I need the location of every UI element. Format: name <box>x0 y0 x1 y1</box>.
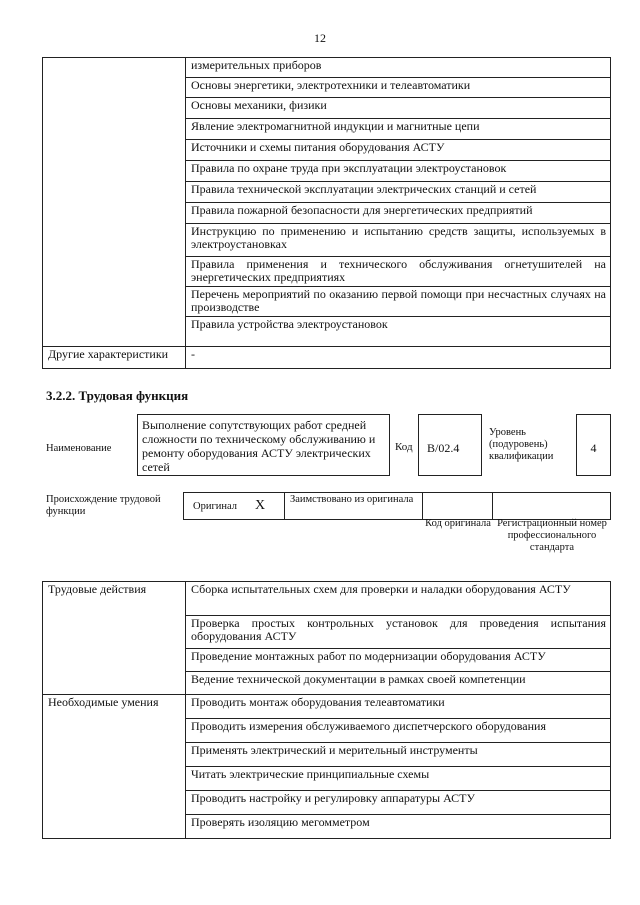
original-label: Оригинал <box>193 501 237 512</box>
other-characteristics-label: Другие характеристики <box>43 347 186 369</box>
section-title: 3.2.2. Трудовая функция <box>46 388 189 403</box>
code-original-caption: Код оригинала <box>425 518 491 529</box>
action-row: Ведение технической документации в рамках своей компетенции <box>186 672 611 695</box>
registration-number-box <box>492 492 611 520</box>
knowledge-row: Правила устройства электроустановок <box>186 317 611 347</box>
level-box <box>576 414 611 476</box>
function-name-box <box>137 414 390 476</box>
knowledge-row: Основы энергетики, электротехники и телеавтоматики <box>186 78 611 98</box>
skill-row: Проводить монтаж оборудования телеавтоматики <box>186 695 611 719</box>
knowledge-row: Явление электромагнитной индукции и магнитные цепи <box>186 119 611 140</box>
other-characteristics-value: - <box>186 347 611 369</box>
function-code-value: В/02.4 <box>427 441 460 455</box>
skill-row: Применять электрический и мерительный инструменты <box>186 743 611 767</box>
original-mark: Х <box>255 498 266 513</box>
original-box <box>183 492 285 520</box>
labor-actions-table <box>42 581 611 839</box>
skill-row: Проводить настройку и регулировку аппаратуры АСТУ <box>186 791 611 815</box>
page-number: 12 <box>314 31 326 45</box>
original-code-box <box>422 492 493 520</box>
skill-row: Проверять изоляцию мегомметром <box>186 815 611 839</box>
knowledge-row: Правила применения и технического обслуживания огнетушителей на энергетических предприятиях <box>186 257 611 287</box>
group-label-labor-actions: Трудовые действия <box>43 582 186 695</box>
level-label: Уровень (подуровень) квалификации <box>489 427 554 462</box>
registration-caption: Регистрационный номер профессионального стандарта <box>497 518 607 553</box>
function-code-box <box>418 414 482 476</box>
action-row: Сборка испытательных схем для проверки и наладки оборудования АСТУ <box>186 582 611 616</box>
skill-row: Проводить измерения обслуживаемого диспетчерского оборудования <box>186 719 611 743</box>
action-row: Проверка простых контрольных установок для проведения испытания оборудования АСТУ <box>186 616 611 649</box>
action-row: Проведение монтажных работ по модернизации оборудования АСТУ <box>186 649 611 672</box>
code-label: Код <box>395 441 413 453</box>
level-value: 4 <box>590 441 597 455</box>
knowledge-row: Правила технической эксплуатации электрических станций и сетей <box>186 182 611 203</box>
knowledge-table <box>42 57 611 369</box>
function-name-value: Выполнение сопутствующих работ средней сложности по техническому обслуживанию и ремонту оборудования АСТУ электрических сетей <box>142 418 376 474</box>
skill-row: Читать электрические принципиальные схемы <box>186 767 611 791</box>
knowledge-row: Правила пожарной безопасности для энергетических предприятий <box>186 203 611 224</box>
borrowed-label: Заимствовано из оригинала <box>290 494 414 505</box>
knowledge-row: Перечень мероприятий по оказанию первой помощи при несчастных случаях на производстве <box>186 287 611 317</box>
knowledge-row: Основы механики, физики <box>186 98 611 119</box>
knowledge-row: Источники и схемы питания оборудования АСТУ <box>186 140 611 161</box>
group-label-skills: Необходимые умения <box>43 695 186 839</box>
knowledge-row: измерительных приборов <box>186 58 611 78</box>
origin-label: Происхождение трудовой функции <box>46 494 161 517</box>
borrowed-box <box>284 492 423 520</box>
name-label: Наименование <box>46 443 112 454</box>
knowledge-row: Инструкцию по применению и испытанию средств защиты, используемых в электроустановках <box>186 224 611 257</box>
knowledge-row: Правила по охране труда при эксплуатации электроустановок <box>186 161 611 182</box>
knowledge-label-cell <box>43 58 186 347</box>
